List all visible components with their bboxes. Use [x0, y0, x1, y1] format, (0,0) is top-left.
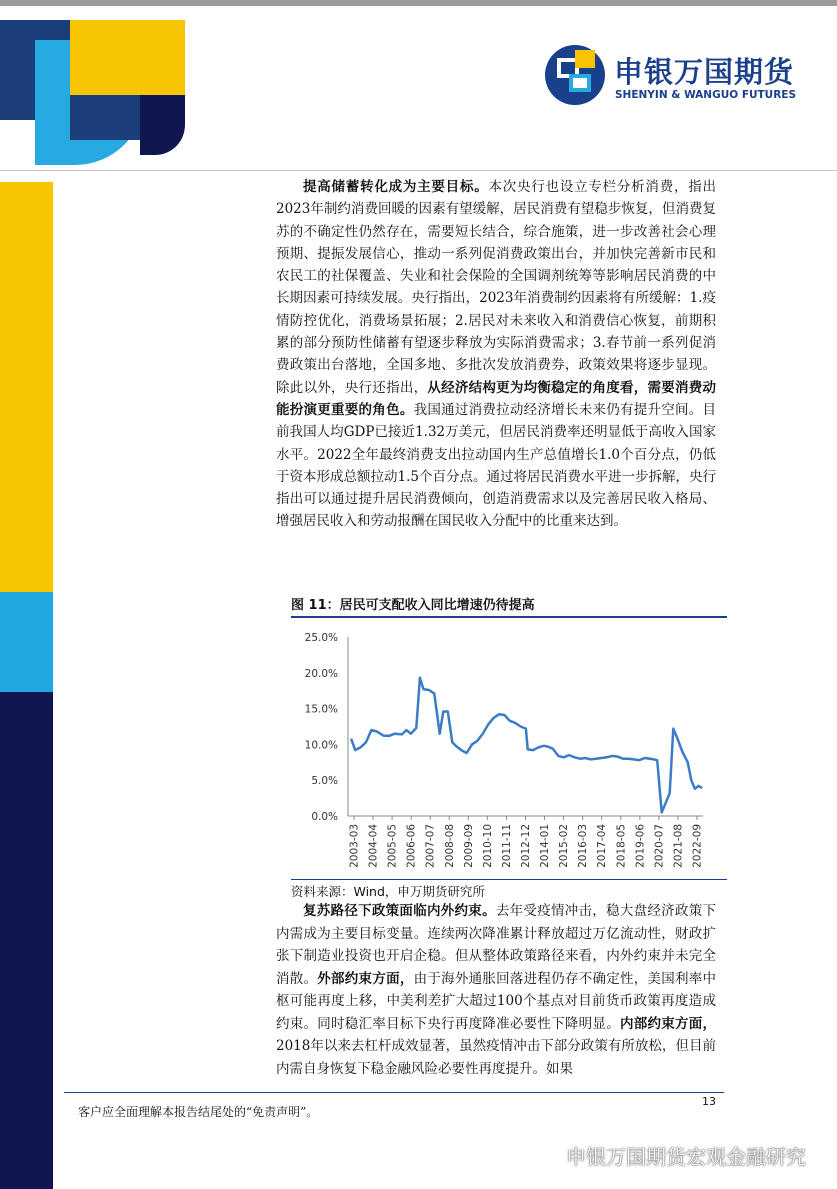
watermark-text: 申银万国期货宏观金融研究 [566, 1145, 806, 1169]
x-tick-label: 2019-06 [634, 824, 647, 868]
x-tick-label: 2022-09 [691, 824, 704, 868]
y-tick-label: 0.0% [311, 811, 338, 823]
x-tick-label: 2021-08 [672, 824, 685, 868]
y-axis [305, 632, 338, 823]
x-tick-label: 2020-07 [653, 824, 666, 868]
x-tick-label: 2018-05 [615, 824, 628, 868]
x-axis [349, 816, 704, 868]
x-tick-label: 2015-02 [558, 824, 571, 868]
x-tick-label: 2017-04 [596, 824, 609, 868]
x-tick-label: 2014-01 [539, 824, 552, 868]
figure-source: 资料来源：Wind，申万期货研究所 [291, 884, 485, 899]
lead-savings-conversion: 提高储蓄转化成为主要目标。 [303, 179, 489, 195]
x-tick-label: 2005-05 [386, 824, 399, 868]
brand-mark-icon [544, 44, 606, 106]
page-number: 13 [702, 1095, 716, 1108]
text-consumption-potential: 我国通过消费拉动经济增长未来仍有提升空间。目前我国人均GDP已接近1.32万美元，但居民消费率还明显低于高收入国家水平。2022全年最终消费支出拉动国内生产总值增长1.0个百分点，仍低于资本形成总额拉动1.5个百分点。通过将居民消费水平进一步拆解，央行指出可以通过提升居民消费倾向，创造消费需求以及完善居民收入格局、增强居民收入和劳动报酬在国民收入分配中的比重来达到。 [276, 401, 717, 530]
series-line-income-growth [351, 678, 702, 813]
wechat-watermark [530, 1141, 806, 1170]
x-tick-label: 2006-06 [405, 824, 418, 868]
x-tick-label: 2010-10 [481, 824, 494, 868]
side-band-cyan [0, 592, 53, 692]
figure-title: 图 11：居民可支配收入同比增速仍待提高 [291, 598, 535, 613]
paragraph-consumption [276, 176, 716, 533]
y-tick-label: 25.0% [304, 632, 338, 644]
x-tick-label: 2011-11 [500, 824, 513, 868]
wechat-icon [530, 1148, 560, 1170]
y-tick-label: 5.0% [311, 775, 338, 788]
text-external-constraints: 由于海外通胀回落进程仍存不确定性，美国利率中枢可能再度上移，中美利差扩大超过100个基点对目前货币政策再度造成约束。同时稳汇率目标下央行再度降准必要性下降明显。 [276, 970, 717, 1032]
side-band-navy [0, 692, 53, 1189]
brand-name-en: SHENYIN & WANGUO FUTURES [615, 89, 797, 101]
x-tick-label: 2008-08 [443, 824, 456, 868]
x-tick-label: 2004-04 [367, 824, 380, 868]
top-border [0, 0, 837, 6]
figure-bottom-rule [291, 879, 727, 880]
text-consumption-analysis: 本次央行也设立专栏分析消费，指出2023年制约消费回暖的因素有望缓解，居民消费有望稳步恢复，但消费复苏的不确定性仍然存在，需要短长结合，综合施策，进一步改善社会心理预期、提振发展信心，推动一系列促消费政策出台，并加快完善新市民和农民工的社保覆盖、失业和社会保险的全国调剂统筹等影响居民消费的中长期因素可持续发展。央行指出，2023年消费制约因素将有所缓解：1.疫情防控优化，消费场景拓展；2.居民对未来收入和消费信心恢复，前期积累的部分预防性储蓄有望逐步释放为实际消费需求；3.春节前一系列促消费政策出台落地，全国多地、多批次发放消费券，政策效果将逐步显现。除此以外，央行还指出， [276, 179, 717, 396]
brand-name-cn: 申银万国期货 [614, 55, 795, 89]
x-tick-label: 2007-07 [424, 824, 437, 868]
disclaimer-note: 客户应全面理解本报告结尾处的“免责声明”。 [78, 1105, 319, 1119]
lead-economic-structure: 从经济结构更为均衡稳定的角度看，需要消费动能扮演更重要的角色。 [276, 379, 717, 418]
income-growth-chart [291, 620, 727, 880]
y-tick-label: 10.0% [304, 739, 338, 752]
footer-divider [64, 1092, 724, 1093]
side-band-yellow [0, 182, 53, 592]
text-internal-constraints: 2018年以来去杠杆成效显著，虽然疫情冲击下部分政策有所放松，但目前内需自身恢复下稳金融风险必要性再度提升。如果 [276, 1038, 716, 1077]
lead-policy-constraints: 复苏路径下政策面临内外约束。 [303, 903, 496, 919]
lead-external-constraints: 外部约束方面， [317, 970, 414, 987]
x-tick-label: 2016-03 [577, 824, 590, 868]
paragraph-policy-constraints [276, 900, 716, 1080]
lead-internal-constraints: 内部约束方面， [619, 1015, 717, 1032]
x-tick-label: 2003-03 [348, 824, 361, 868]
x-tick-label: 2009-09 [462, 824, 475, 868]
header-divider [0, 170, 837, 171]
x-tick-label: 2012-12 [520, 824, 532, 868]
brand-logo [544, 44, 797, 108]
text-policy-background: 去年受疫情冲击，稳大盘经济政策下内需成为主要目标变量。连续两次降准累计释放超过万亿流动性，财政扩张下制造业投资也开启企稳。但从整体政策路径来看，内外约束并未完全消散。 [276, 903, 717, 987]
figure-top-rule [291, 616, 727, 618]
y-tick-label: 20.0% [304, 667, 338, 680]
y-tick-label: 15.0% [304, 703, 338, 716]
